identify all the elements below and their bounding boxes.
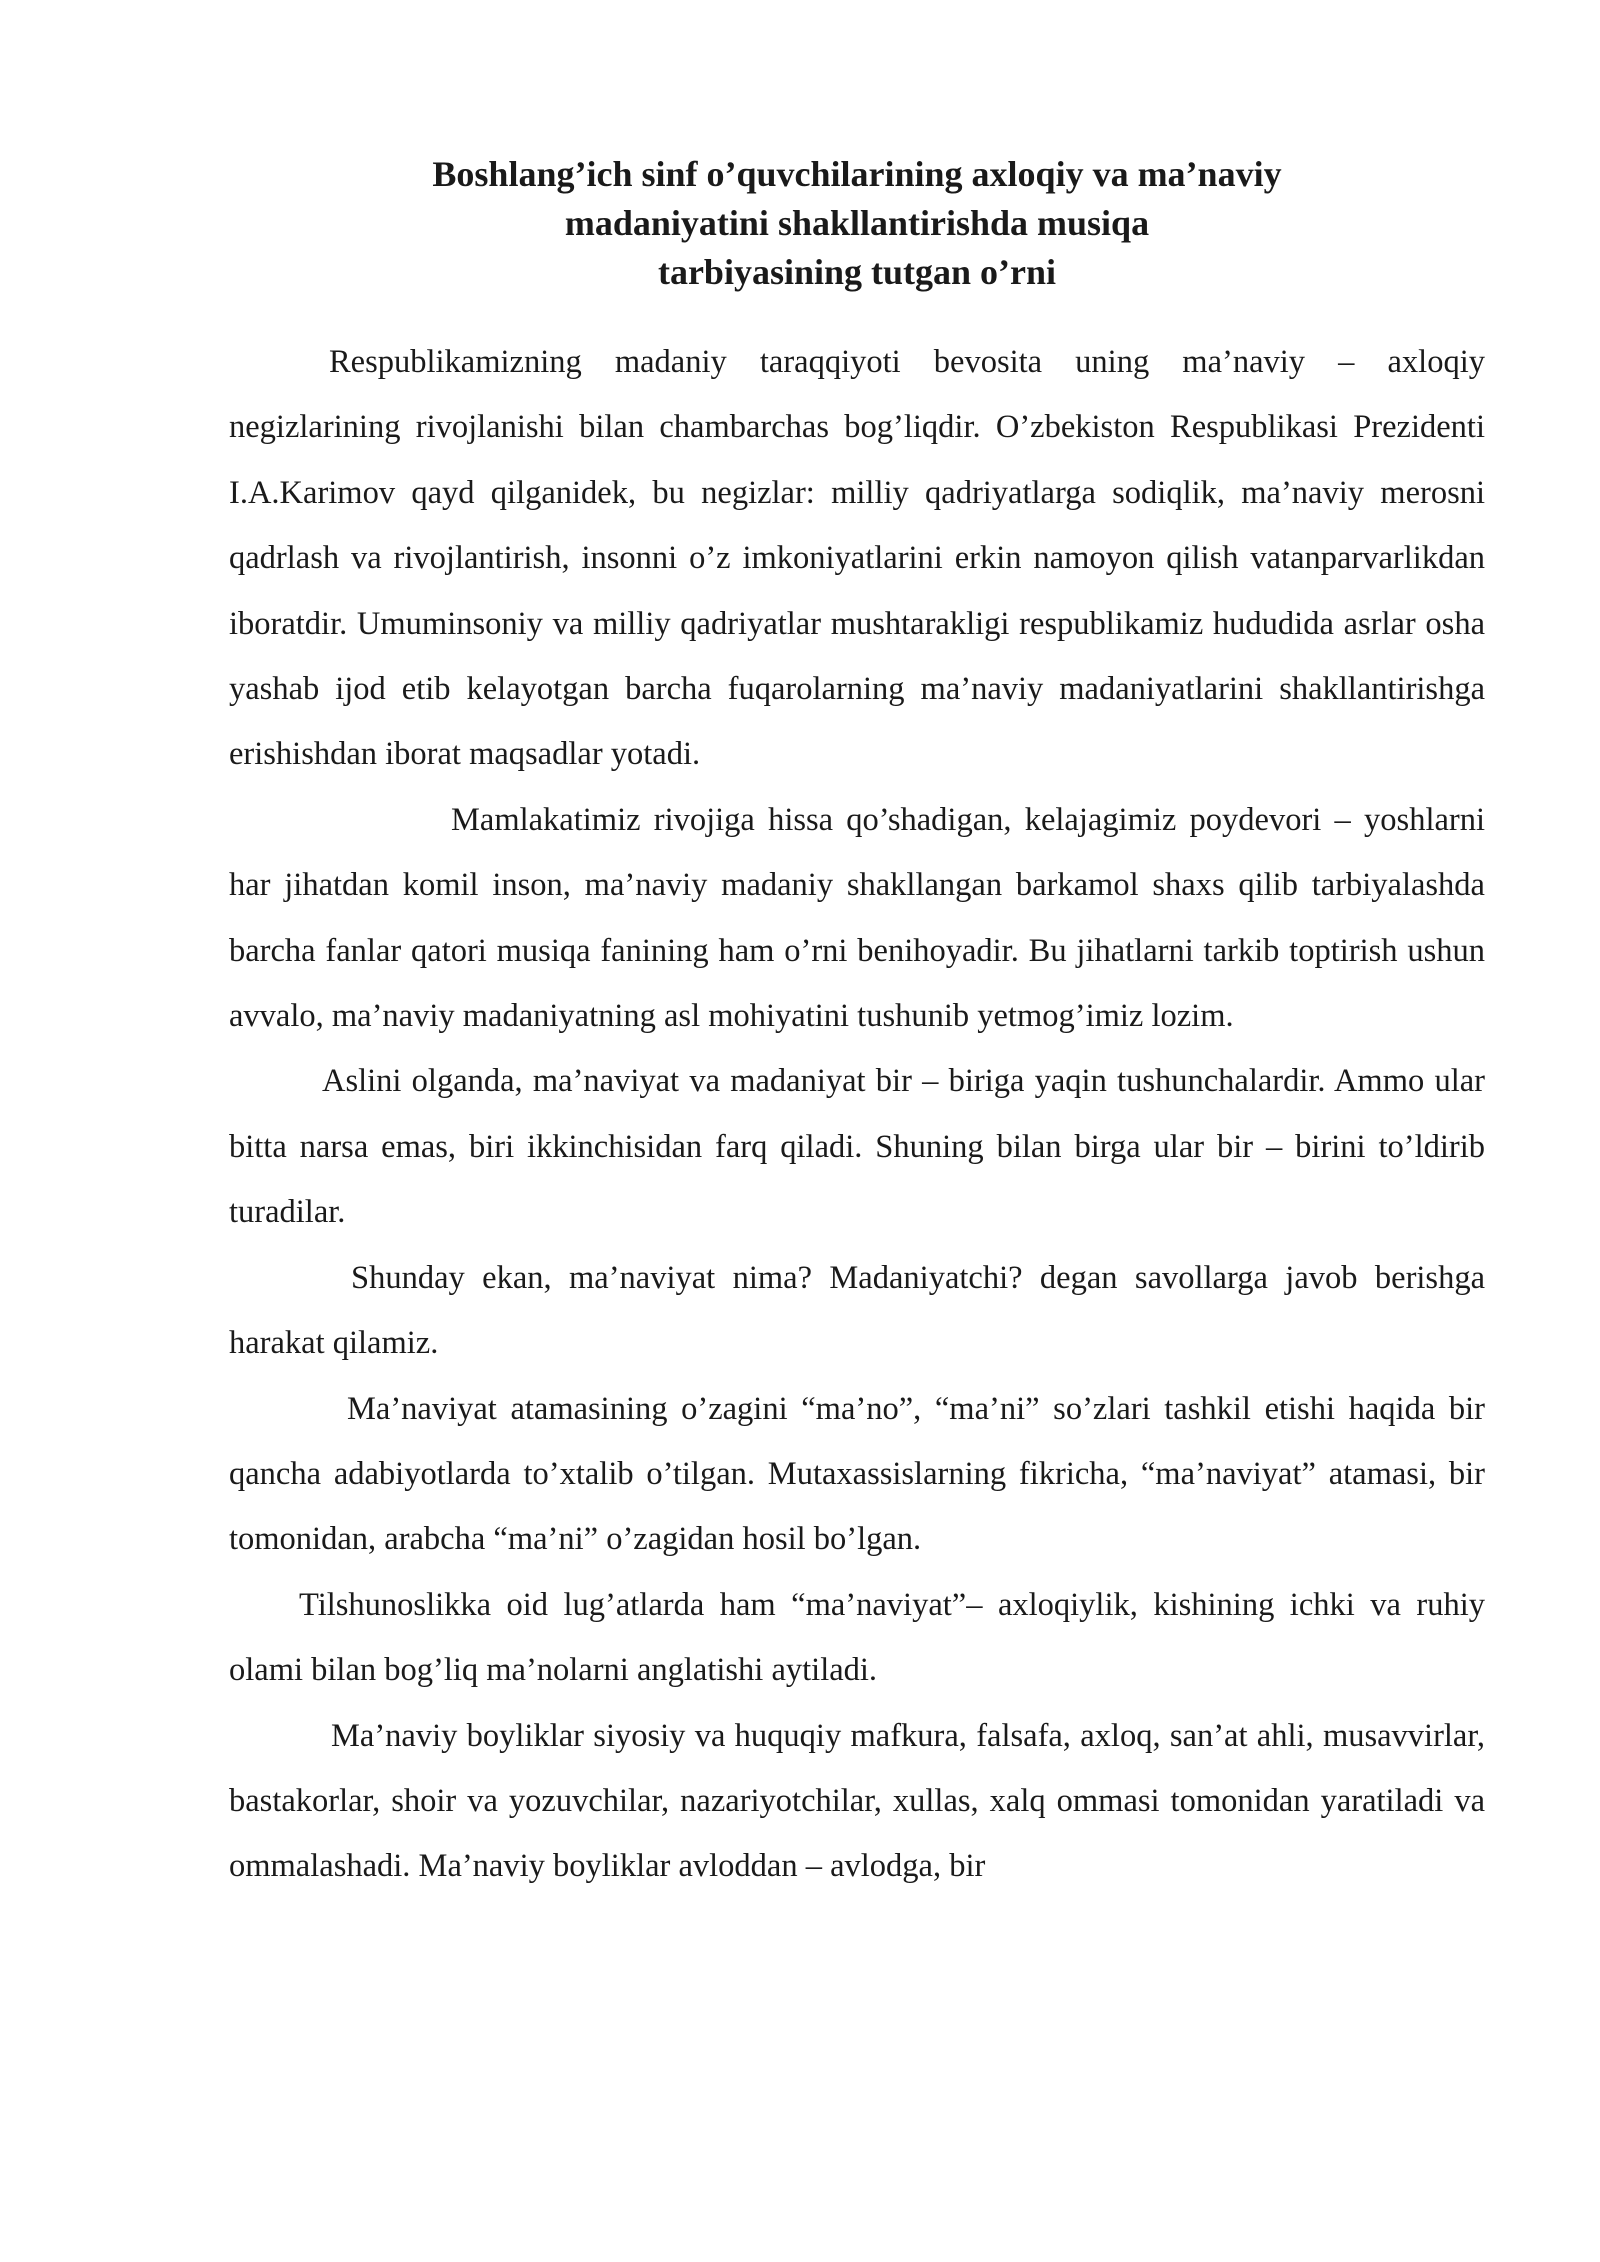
paragraph-2: Mamlakatimiz rivojiga hissa qo’shadigan, kelajagimiz poydevori – yoshlarni har jihatdan komil inson, ma’naviy madaniy shakllangan barkamol shaxs qilib tarbiyalashda barcha fanlar qatori musiqa fanining ham o’rni benihoyadir. Bu jihatlarni tarkib toptirish ushun avvalo, ma’naviy madaniyatning asl mohiyatini tushunib yetmog’imiz lozim.: [229, 801, 1485, 1035]
paragraph-6: Tilshunoslikka oid lug’atlarda ham “ma’naviyat”– axloqiylik, kishining ichki va ruhiy olami bilan bog’liq ma’nolarni anglatishi aytiladi.: [229, 1586, 1485, 1689]
paragraph-5: Ma’naviyat atamasining o’zagini “ma’no”, “ma’ni” so’zlari tashkil etishi haqida bir qancha adabiyotlarda to’xtalib o’tilgan. Mutaxassislarning fikricha, “ma’naviyat” atamasi, bir tomonidan, arabcha “ma’ni” o’zagidan hosil bo’lgan.: [229, 1390, 1485, 1558]
document-page: [229, 150, 1485, 1900]
paragraph-7: Ma’naviy boyliklar siyosiy va huquqiy mafkura, falsafa, axloq, san’at ahli, musavvirlar, bastakorlar, shoir va yozuvchilar, nazariyotchilar, xullas, xalq ommasi tomonidan yaratiladi va ommalashadi. Ma’naviy boyliklar avloddan – avlodga, bir: [229, 1717, 1485, 1885]
title-line: tarbiyasining tutgan o’rni: [657, 252, 1057, 292]
paragraph-4: Shunday ekan, ma’naviyat nima? Madaniyatchi? degan savollarga javob berishga harakat qilamiz.: [229, 1259, 1485, 1362]
title-line: madaniyatini shakllantirishda musiqa: [564, 203, 1150, 243]
document-title: [229, 150, 1485, 297]
title-line: Boshlang’ich sinf o’quvchilarining axloqiy va ma’naviy: [432, 154, 1282, 194]
paragraph-3: Aslini olganda, ma’naviyat va madaniyat bir – biriga yaqin tushunchalardir. Ammo ular bitta narsa emas, biri ikkinchisidan farq qiladi. Shuning bilan birga ular bir – birini to’ldirib turadilar.: [229, 1063, 1485, 1231]
paragraph-1: Respublikamizning madaniy taraqqiyoti bevosita uning ma’naviy – axloqiy negizlarining rivojlanishi bilan chambarchas bog’liqdir. O’zbekiston Respublikasi Prezidenti I.A.Karimov qayd qilganidek, bu negizlar: milliy qadriyatlarga sodiqlik, ma’naviy merosni qadrlash va rivojlantirish, insonni o’z imkoniyatlarini erkin namoyon qilish vatanparvarlikdan iboratdir. Umuminsoniy va milliy qadriyatlar mushtarakligi respublikamiz hududida asrlar osha yashab ijod etib kelayotgan barcha fuqarolarning ma’naviy madaniyatlarini shakllantirishga erishishdan iborat maqsadlar yotadi.: [229, 344, 1485, 773]
